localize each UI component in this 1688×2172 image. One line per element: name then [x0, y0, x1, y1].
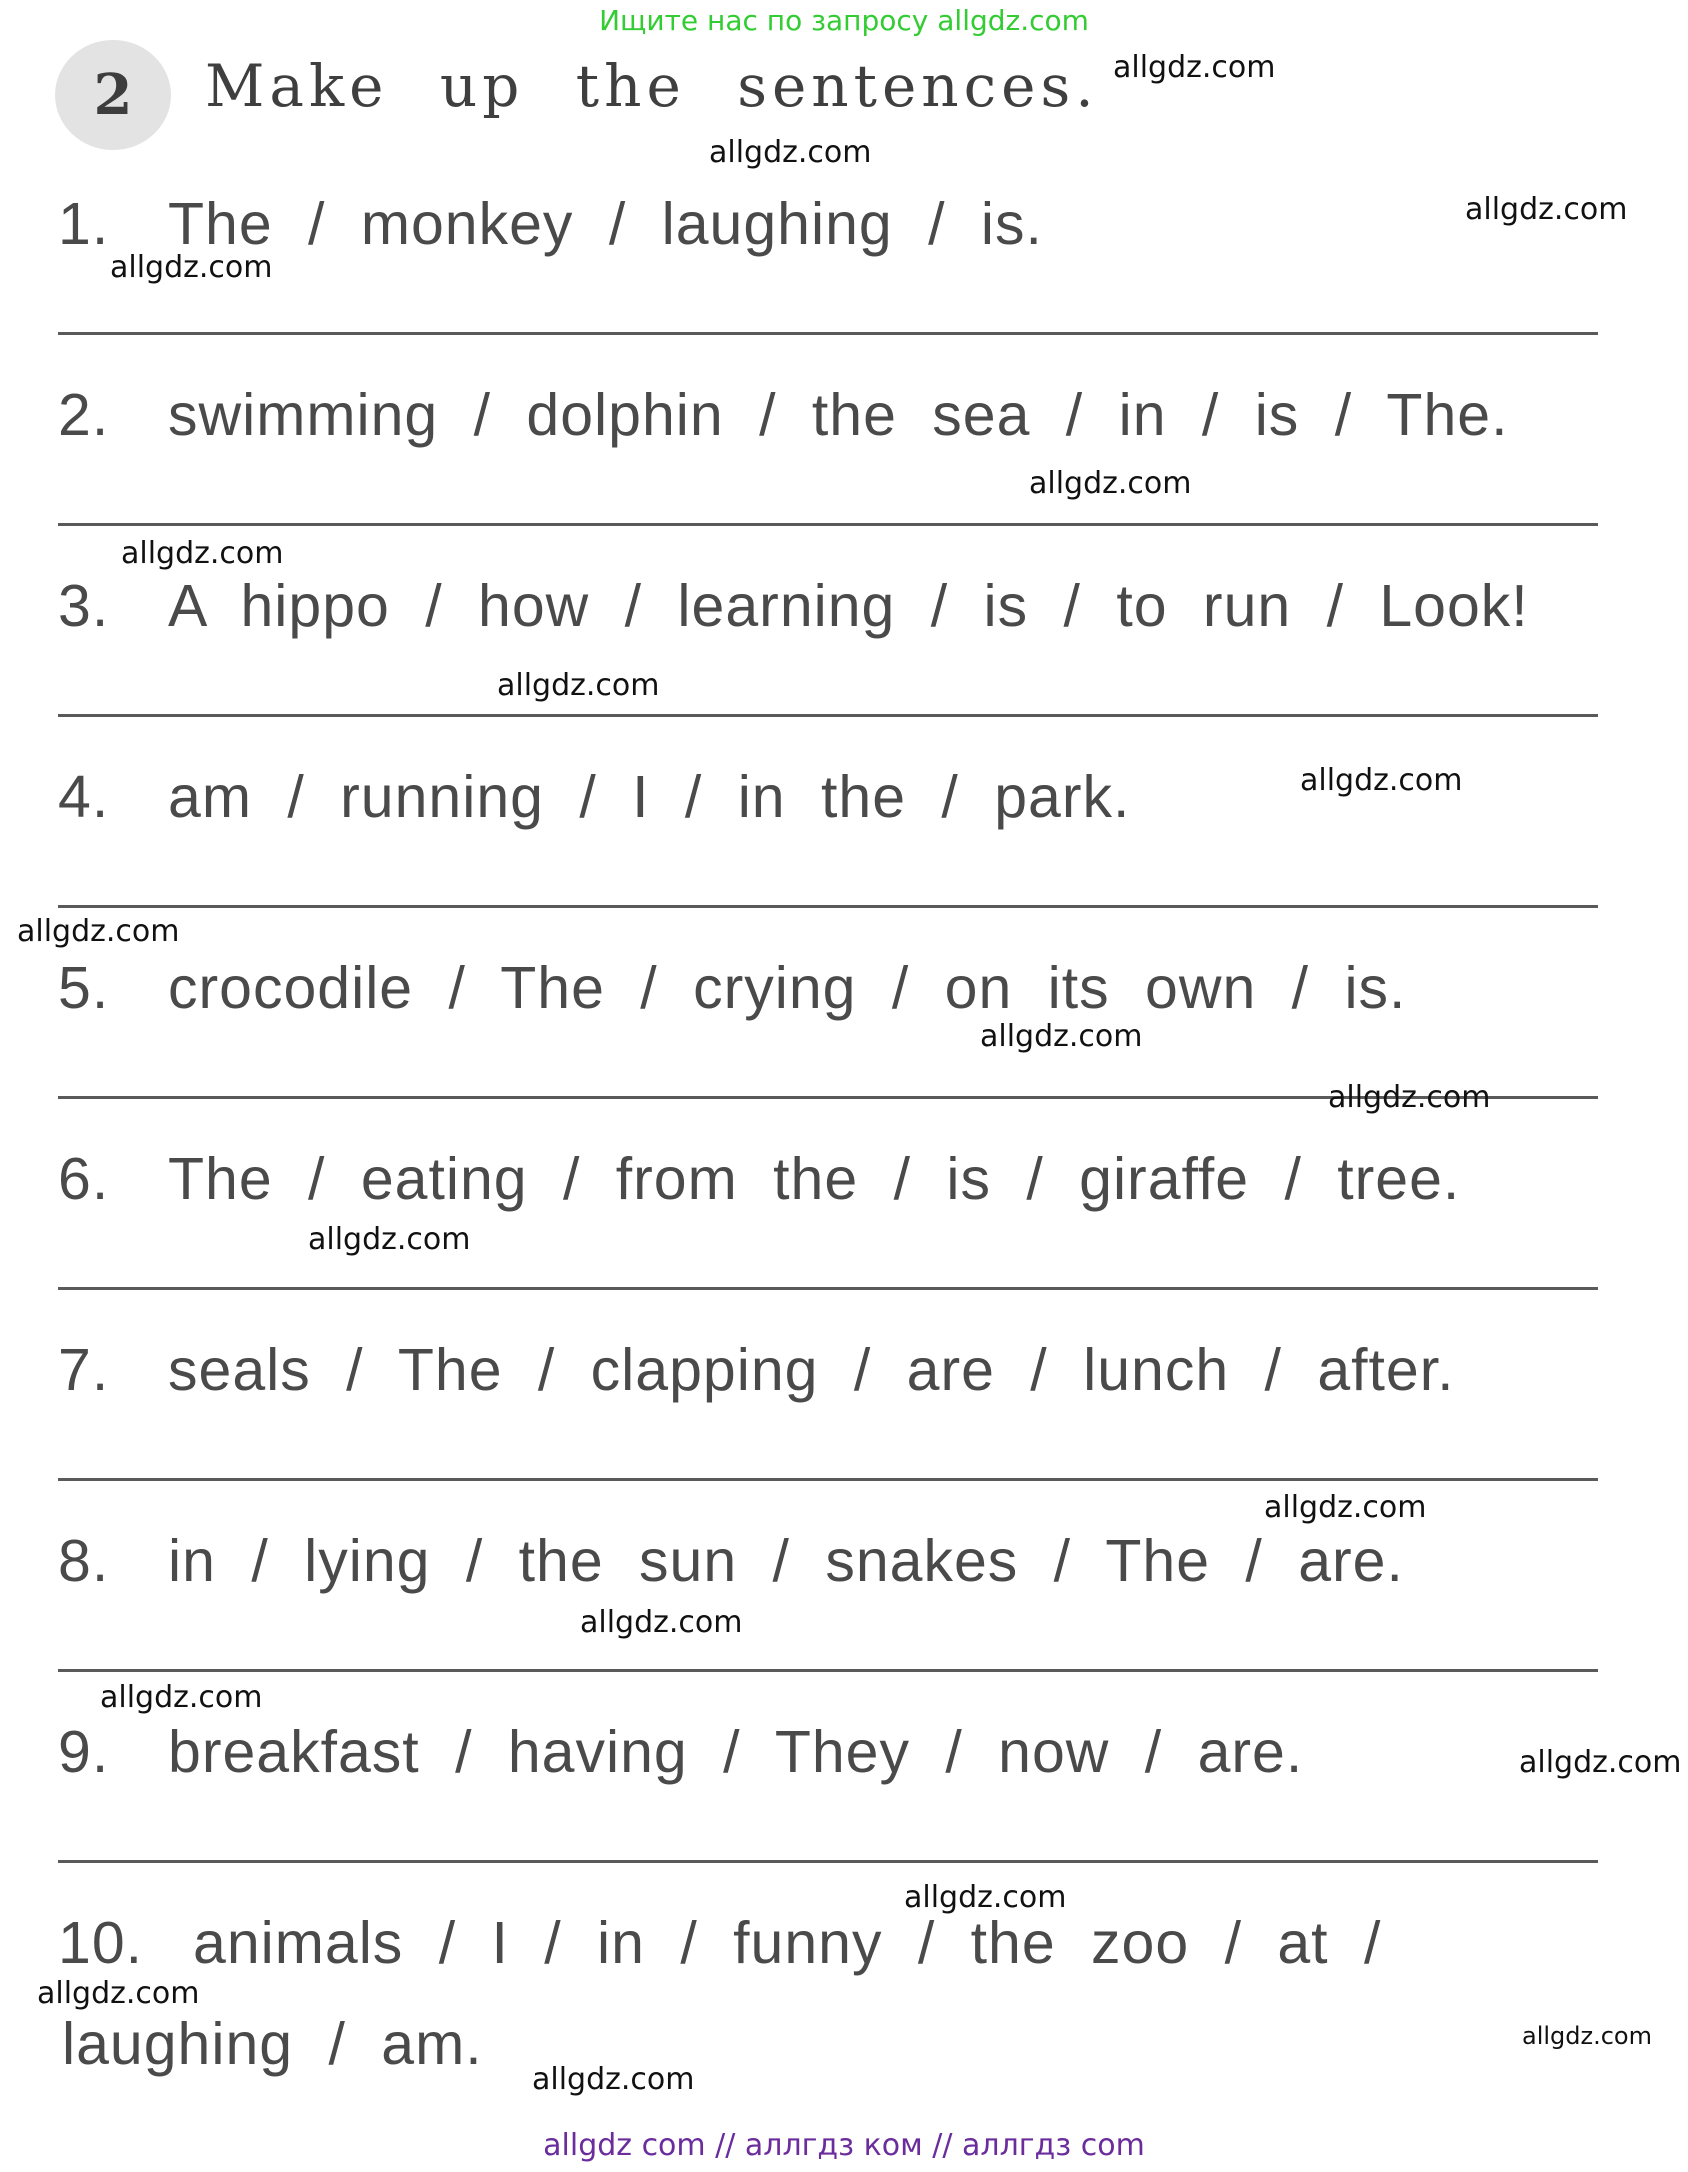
item-number: 5.	[58, 955, 110, 1021]
watermark: allgdz.com	[308, 1222, 471, 1257]
watermark: allgdz.com	[1522, 2022, 1652, 2050]
item-number: 4.	[58, 764, 110, 830]
watermark: allgdz.com	[980, 1019, 1143, 1054]
exercise-item-5	[58, 954, 1598, 1022]
watermark: allgdz.com	[1113, 50, 1276, 85]
watermark: allgdz.com	[110, 250, 273, 285]
watermark: allgdz.com	[37, 1976, 200, 2011]
answer-line-3	[58, 714, 1598, 717]
item-words: am / running / I / in the / park.	[168, 764, 1131, 830]
watermark: allgdz.com	[1029, 466, 1192, 501]
answer-line-8	[58, 1669, 1598, 1672]
watermark: allgdz.com	[1264, 1490, 1427, 1525]
exercise-item-7	[58, 1336, 1598, 1404]
item-words: crocodile / The / crying / on its own / is.	[168, 955, 1407, 1021]
item-number: 8.	[58, 1528, 110, 1594]
bottom-note: allgdz com // аллгдз ком // аллгдз com	[543, 2128, 1145, 2163]
watermark: allgdz.com	[100, 1680, 263, 1715]
watermark: allgdz.com	[1300, 763, 1463, 798]
answer-line-2	[58, 523, 1598, 526]
exercise-item-6	[58, 1145, 1598, 1213]
item-number: 1.	[58, 191, 110, 257]
answer-line-4	[58, 905, 1598, 908]
item-words: seals / The / clapping / are / lunch / after.	[168, 1337, 1455, 1403]
item-number: 2.	[58, 382, 110, 448]
watermark: allgdz.com	[532, 2062, 695, 2097]
item-words: swimming / dolphin / the sea / in / is / The.	[168, 382, 1509, 448]
watermark: allgdz.com	[17, 914, 180, 949]
exercise-title: Make up the sentences.	[205, 52, 1099, 120]
item-words: The / eating / from the / is / giraffe / tree.	[168, 1146, 1461, 1212]
item-number: 9.	[58, 1719, 110, 1785]
watermark: allgdz.com	[904, 1880, 1067, 1915]
item-number: 7.	[58, 1337, 110, 1403]
item-number: 6.	[58, 1146, 110, 1212]
answer-line-6	[58, 1287, 1598, 1290]
watermark: allgdz.com	[580, 1605, 743, 1640]
exercise-item-1	[58, 190, 1598, 258]
exercise-item-3	[58, 572, 1598, 640]
answer-line-7	[58, 1478, 1598, 1481]
watermark: allgdz.com	[121, 536, 284, 571]
watermark: allgdz.com	[1519, 1745, 1682, 1780]
answer-line-9	[58, 1860, 1598, 1863]
watermark: allgdz.com	[709, 135, 872, 170]
watermark: allgdz.com	[1328, 1080, 1491, 1115]
item-words: animals / I / in / funny / the zoo / at /	[193, 1910, 1382, 1976]
exercise-item-9	[58, 1718, 1598, 1786]
watermark: allgdz.com	[497, 668, 660, 703]
exercise-number-badge: 2	[55, 40, 171, 150]
item-10-continuation: laughing / am.	[62, 2011, 483, 2077]
item-words: in / lying / the sun / snakes / The / are.	[168, 1528, 1404, 1594]
item-words: breakfast / having / They / now / are.	[168, 1719, 1304, 1785]
exercise-item-8	[58, 1527, 1598, 1595]
item-words: A hippo / how / learning / is / to run / Look!	[168, 573, 1529, 639]
top-note: Ищите нас по запросу allgdz.com	[599, 4, 1089, 37]
watermark: allgdz.com	[1465, 192, 1628, 227]
item-number: 10.	[58, 1910, 144, 1976]
item-words: The / monkey / laughing / is.	[168, 191, 1043, 257]
exercise-item-10	[58, 1909, 1598, 1977]
exercise-item-2	[58, 381, 1598, 449]
answer-line-1	[58, 332, 1598, 335]
item-number: 3.	[58, 573, 110, 639]
